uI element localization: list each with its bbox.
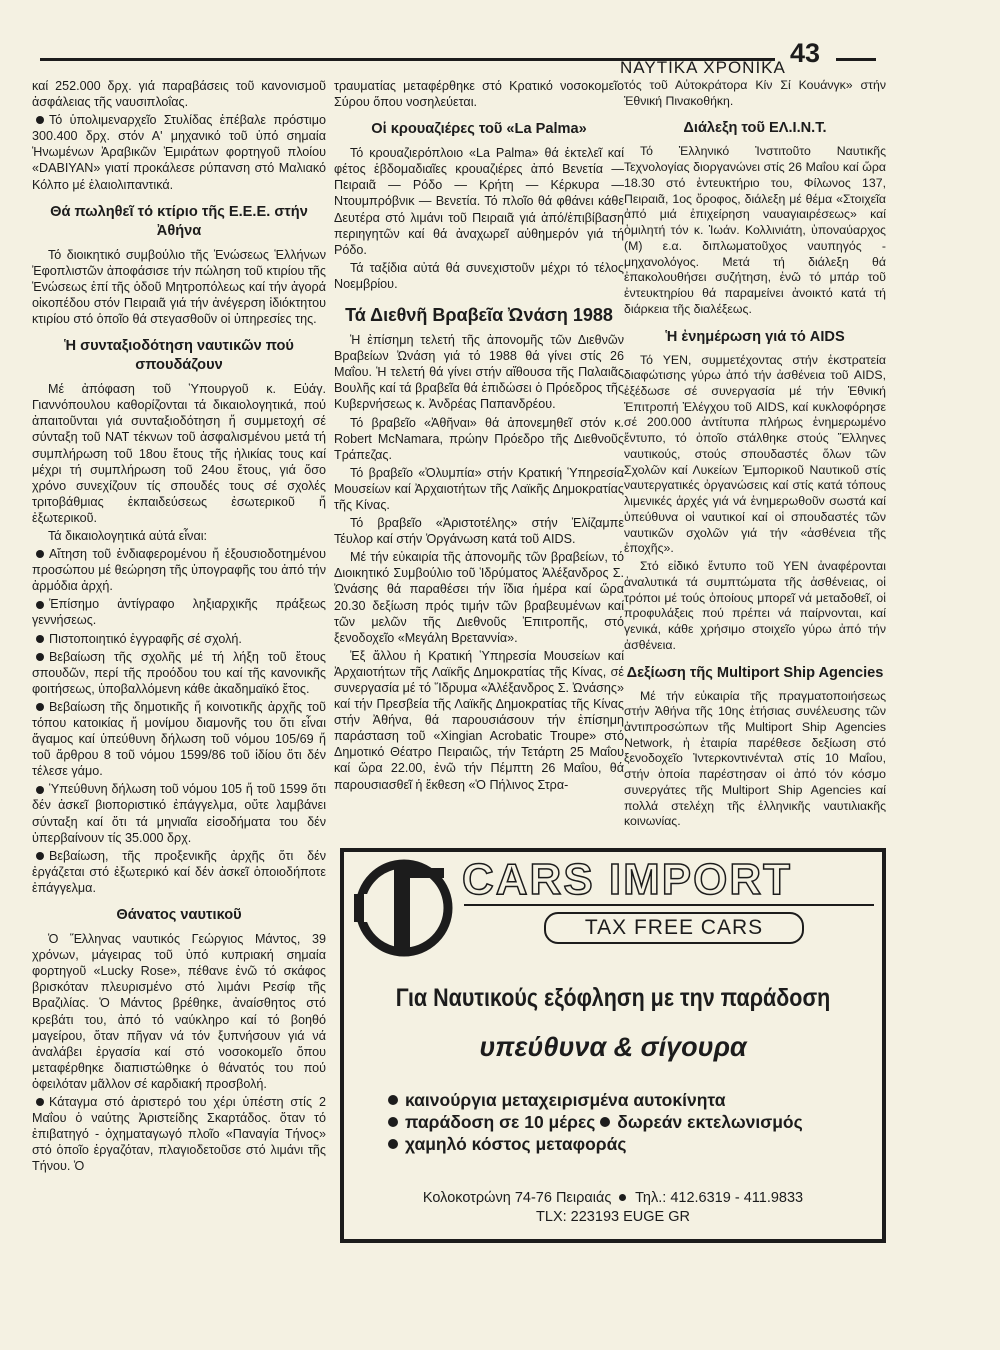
list-item	[32, 546, 326, 594]
list-item-text: Ὑπεύθυνη δήλωση τοῦ νόμου 105 ἤ τοῦ 1599 ὅτι δέν ἀσκεῖ βιοποριστικό ἐπάγγελμα, οὔτε λαμβάνει σύνταξη καί ὅτι τά μηνιαῖα εἰσοδήματα του δέν ὑπερβαίνουν τίς 35.000 δρχ.	[32, 782, 326, 845]
ad-slogan: υπεύθυνα & σίγουρα	[479, 1032, 747, 1062]
paragraph: Τό βραβεῖο «Ἀριστοτέλης» στήν Ἐλίζαμπε Τέυλορ καί στήν Ὀργάνωση κατά τοῦ AIDS.	[334, 516, 624, 547]
paragraph: Τό διοικητικό συμβούλιο τῆς Ἑνώσεως Ἑλλήνων Ἐφοπλιστῶν ἀποφάσισε τήν πώληση τοῦ κτιρίου τῆς Ἑνώσεως ἐπί τῆς ὁδοῦ Μητροπόλεως καί τήν ἀγορά οἰκοπέδου στόν Πειραιᾶ γιά τήν ἀνέγερση ἰδιόκτητου κτιρίου στό ὁποῖο θά στεγασθοῦν οἱ ὑπηρεσίες της.	[32, 247, 326, 327]
paragraph-text: Τό ὑπολιμεναρχεῖο Στυλίδας ἐπέβαλε πρόστιμο 300.400 δρχ. στόν Α' μηχανικό τοῦ ὑπό σημαία Ἡνωμένων Ἀραβικῶν Ἐμιράτων φορτηγοῦ πλοίου «DABIYAN» γιατί προκάλεσε ρύπανση στό Μαλιακό Κόλπο μέ ἐλαιολιπαντικά.	[32, 113, 326, 192]
ad-feature-text: δωρεάν εκτελωνισμός	[617, 1112, 803, 1132]
article-title: Δεξίωση τῆς Multiport Ship Agencies	[626, 664, 884, 681]
ad-telex: TLX: 223193 EUGE GR	[536, 1209, 690, 1225]
paragraph: Ἡ ἐπίσημη τελετή τῆς ἀπονομῆς τῶν Διεθνῶν Βραβείων Ὠνάση γιά τό 1988 θά γίνει στίς 26 Μαΐου. Ἡ τελετή θά γίνει στήν αἴθουσα τῆς Παλαιᾶς Βουλῆς καί τά βραβεῖα θά ἐπιδώσει ὁ Πρόεδρος τῆς Κυβερνήσεως κ. Ἀνδρέας Παπανδρέου.	[334, 333, 624, 412]
article-title-large: Τά Διεθνῆ Βραβεῖα Ὠνάση 1988	[345, 305, 613, 326]
bullet-icon	[36, 601, 44, 609]
page-number: 43	[790, 38, 821, 68]
paragraph: Ὁ Ἕλληνας ναυτικός Γεώργιος Μάντος, 39 χρόνων, μάγειρας τοῦ ὑπό κυπριακή σημαία φορτηγοῦ «Lucky Rose», πέθανε ἐνῶ τό σκάφος βρισκόταν πλευρισμένο στό λιμάνι Ρεσίφ τῆς Βραζιλίας. Ὁ Μάντος βρέθηκε, ἀναίσθητος στό κρεβάτι του, ἀπό τό ναύκληρο καί τό βοηθό μαγείρου, ὅταν πῆγαν νά τόν ξυπνήσουν γιά νά ἀναλάβει ἐργασία καί στό νοσοκομεῖο ὅπου μεταφέρθηκε διαπιστώθηκε ὁ θάνατός του πού ὀφειλόταν μᾶλλον σέ καρδιακή προσβολή.	[32, 932, 326, 1091]
ad-brand-underline	[464, 904, 874, 906]
list-item	[32, 848, 326, 896]
paragraph: Τό βραβεῖο «Ὀλυμπία» στήν Κρατική Ὑπηρεσία Μουσείων καί Ἀρχαιοτήτων τῆς Λαϊκῆς Δημοκρατίας τῆς Κίνας.	[334, 465, 624, 512]
bullet-icon	[388, 1117, 398, 1127]
bullet-icon	[36, 116, 44, 124]
paragraph: Ἐξ ἄλλου ἡ Κρατική Ὑπηρεσία Μουσείων καί Ἀρχαιοτήτων τῆς Λαϊκῆς Δημοκρατίας τῆς Κίνας, σέ συνεργασία μέ τό Ἵδρυμα «Ἀλέξανδρος Σ. Ὠνάσης» καί τήν Πρεσβεία τῆς Λαϊκῆς Δημοκρατίας τῆς Κίνας στήν Ἀθήνα, θά παρουσιάσουν τήν ἐπίσημη παράσταση τοῦ «Xingian Acrobatic Troupe» στό Δημοτικό Θέατρο Πειραιῶς, τήν Τετάρτη 25 Μαΐου καί ὥρα 22.00, ἐνῶ τήν Πέμπτη 26 Μαΐου, θά παρουσιασθεῖ ἡ ἔκθεση «Ὁ Πήλινος Στρα-	[334, 648, 624, 792]
column-2	[334, 78, 624, 795]
bullet-icon	[36, 550, 44, 558]
ad-phone: Τηλ.: 412.6319 - 411.9833	[635, 1190, 804, 1206]
ad-feature-item	[388, 1089, 858, 1111]
paragraph: Μέ τήν εὐκαιρία τῆς ἀπονομῆς τῶν βραβείων, τό Διοικητικό Συμβούλιο τοῦ Ἱδρύματος Ἀλέξανδρος Σ. Ὠνάσης θά παραθέσει τήν ἴδια ἡμέρα καί ὥρα 20.30 δεξίωση πρός τιμήν τῶν βραβευμένων καί τῶν μελῶν τῆς Διεθνοῦς Ἐπιτροπῆς, στό ξενοδοχεῖο «Μεγάλη Βρεταννία».	[334, 550, 624, 645]
ad-feature-item	[388, 1111, 858, 1133]
list-item	[32, 649, 326, 697]
paragraph: Τά δικαιολογητικά αὐτά εἶναι:	[48, 528, 208, 543]
paragraph: Μέ ἀπόφαση τοῦ Ὑπουργοῦ κ. Εὐάγ. Γιαννόπουλου καθορίζονται τά δικαιολογητικά, πού ἀπαιτοῦνται γιά συνταξιοδότηση ἤ συμμετοχή σέ σύνταξη τοῦ ΝΑΤ τέκνων τοῦ ἀσφαλισμένου μετά τή συμπλήρωση τοῦ 18ου ἔτους τῆς ἡλικίας τους καί μέχρι τή συμπλήρωση τοῦ 24ου ἔτους, γιά ὅσο χρόνο συνεχίζουν τίς σπουδές τους σέ σχολές τριτοβάθμιας ἐκπαιδεύσεως ἐσωτερικοῦ ἤ ἐξωτερικοῦ.	[32, 382, 326, 525]
paragraph: Τό Ἑλληνικό Ἰνστιτοῦτο Ναυτικῆς Τεχνολογίας διοργανώνει στίς 26 Μαΐου καί ὥρα 18.30 στό ἐντευκτήριο του, Φίλωνος 137, Πειραιᾶ, 1ος ὄροφος, διάλεξη μέ θέμα «Στοιχεῖα ἀπό μιά ἐπιχείρηση ναυαγιαιρέσεως» καί ὁμιλητή τόν κ. Ἰωάν. Κολλινιάτη, ὑποναύαρχος (Μ) ε.α. διπλωματοῦχος ναυπηγός - μηχανολόγος. Μετά τή διάλεξη θά ἐπακολουθήσει συζήτηση, ἐνῶ τό μπάρ τοῦ ἐντευκτηρίου θά παραμείνει ἀνοικτό κατά τή διάρκεια τῆς διαλέξεως.	[624, 144, 886, 316]
list-item	[32, 699, 326, 779]
bullet-icon	[36, 635, 44, 643]
ad-brand: CARS IMPORT	[462, 855, 792, 904]
list-item-text: Ἐπίσημο ἀντίγραφο ληξιαρχικῆς πράξεως γεννήσεως.	[32, 597, 326, 628]
list-item-text: Βεβαίωση τῆς δημοτικῆς ἤ κοινοτικῆς ἀρχῆς τοῦ τόπου κατοικίας ἤ μονίμου διαμονῆς του ὅτι εἶναι ἄγαμος καί ὑπεύθυνη δήλωση τοῦ νόμου 105/69 ἤ τοῦ ἄρθρου 8 τοῦ νόμου 1599/86 τοῦ ἰδίου ὅτι δέν τέλεσε γάμο.	[32, 699, 326, 779]
ad-headline: Για Ναυτικούς εξόφληση με την παράδοση	[395, 984, 831, 1012]
list-item-text: Πιστοποιητικό ἐγγραφῆς σέ σχολή.	[49, 631, 242, 646]
paragraph-text: Κάταγμα στό ἀριστερό του χέρι ὑπέστη στίς 2 Μαΐου ὁ ναύτης Ἀριστείδης Σκαρτάδος. ὅταν τό ἐπιβατηγό - ὀχηματαγωγό πλοῖο «Παναγία Τήνος» στό ὁποῖο ἐργαζόταν, πλαγιοδετοῦσε στό λιμάνι τῆς Τήνου. Ὁ	[32, 1094, 326, 1174]
ad-tagline: TAX FREE CARS	[544, 912, 804, 944]
bullet-paragraph	[32, 112, 326, 192]
paragraph: Τό ΥΕΝ, συμμετέχοντας στήν ἐκστρατεία διαφώτισης γύρω ἀπό τήν ἀσθένεια τοῦ AIDS, ἐξέδωσε σέ συνεργασία μέ τήν Ἐθνική Ἐπιτροπή Ἐλέγχου τοῦ AIDS, καί κυκλοφόρησε σέ 200.000 ἀντίτυπα πλήρως ἐνημερωμένο ἔντυπο, τό ὁποῖο στάλθηκε στούς Ἕλληνες ναυτικούς, στούς σπουδαστές ὅλων τῶν Σχολῶν καί Λυκείων Ἐμπορικοῦ Ναυτικοῦ στίς ναυτεργατικές ὀργανώσεις καί στίς κατά τόπους λιμενικές ἀρχές γιά νά ἐνημερωθοῦν σωστά καί ὑπεύθυνα οἱ ναυτικοί καί οἱ σπουδαστές τῶν ναυτικῶν σχολῶν γιά τήν «ἀσθένεια τῆς ἐποχῆς».	[624, 352, 886, 556]
bullet-icon	[36, 653, 44, 661]
ad-contact	[344, 1189, 882, 1227]
bullet-icon	[388, 1139, 398, 1149]
header-rule	[836, 58, 876, 61]
paragraph: Τό βραβεῖο «Ἀθῆναι» θά ἀπονεμηθεῖ στόν κ. Robert McNamara, πρώην Πρόεδρο τῆς Διεθνοῦς Τράπεζας.	[334, 415, 624, 462]
article-title: Οἱ κρουαζιέρες τοῦ «La Palma»	[371, 121, 587, 138]
bullet-paragraph	[32, 1094, 326, 1174]
article-title: Διάλεξη τοῦ ΕΛ.Ι.Ν.Τ.	[683, 120, 827, 137]
ad-feature-list	[388, 1089, 858, 1155]
article-title: Θά πωληθεῖ τό κτίριο τῆς Ε.Ε.Ε. στήν Ἀθήνα	[50, 203, 308, 239]
paragraph: τός τοῦ Αὐτοκράτορα Κίν Σί Κουάνγκ» στήν Ἐθνική Πινακοθήκη.	[624, 78, 886, 108]
ad-feature-text: καινούργια μεταχειρισμένα αυτοκίνητα	[405, 1090, 726, 1110]
article-title: Ἡ ἐνημέρωση γιά τό AIDS	[665, 328, 845, 345]
list-item	[32, 781, 326, 845]
article-title: Θάνατος ναυτικοῦ	[116, 907, 242, 924]
bullet-icon	[619, 1194, 626, 1201]
paragraph: Τά ταξίδια αὐτά θά συνεχιστοῦν μέχρι τό τέλος Νοεμβρίου.	[334, 260, 624, 291]
ad-feature-text: χαμηλό κόστος μεταφοράς	[405, 1134, 627, 1154]
list-item-text: Αἴτηση τοῦ ἐνδιαφερομένου ἤ ἐξουσιοδοτημένου προσώπου μέ θεώρηση τῆς ὑπογραφῆς του ἀπό τήν ἁρμόδια ἀρχή.	[32, 547, 326, 594]
column-1	[32, 78, 326, 1176]
ad-address: Κολοκοτρώνη 74-76 Πειραιάς	[422, 1190, 612, 1206]
magazine-title: ΝΑΥΤΙΚΑ ΧΡΟΝΙΚΑ	[620, 58, 786, 77]
ad-feature-item	[388, 1133, 858, 1155]
column-3	[624, 78, 886, 832]
list-item-text: Βεβαίωση, τῆς προξενικῆς ἀρχῆς ὅτι δέν ἐργάζεται στό ἐξωτερικό καί δέν ἀσκεῖ ὁποιοδήποτε ἐπάγγελμα.	[32, 848, 326, 895]
paragraph: Μέ τήν εὐκαιρία τῆς πραγματοποιήσεως στήν Ἀθήνα τῆς 10ης ἐτήσιας συνέλευσης τῶν ἀντιπροσώπων τῆς Multiport Ship Agencies Network, ἡ ἐταιρία παρέθεσε δεξίωση στό ξενοδοχεῖο Ἰντερκοντινένταλ στίς 10 Μαΐου, στήν ὁποία παρέστησαν οἱ ἀπό τόν κόσμο συνεργάτες τῆς Multiport Ship Agencies καί πολλά στελέχη τῆς ἑλληνικῆς ναυτιλιακῆς κοινωνίας.	[624, 688, 886, 829]
paragraph: Στό εἰδικό ἔντυπο τοῦ ΥΕΝ ἀναφέρονται ἀναλυτικά τά συμπτώματα τῆς ἀσθένειας, οἱ τρόποι μέ τούς ὁποίους μπορεῖ νά μεταδοθεῖ, οἱ προφυλάξεις πού πρέπει νά παίρνονται, καί γενικά, κάθε χρήσιμο στοιχεῖο γύρω ἀπό τήν ἀσθένεια.	[624, 559, 886, 652]
ad-address-line	[344, 1189, 882, 1208]
list-item	[32, 596, 326, 628]
list-item-text: Βεβαίωση τῆς σχολῆς μέ τή λήξη τοῦ ἔτους σπουδῶν, περί τῆς προόδου του καί τῆς κανονικῆς φοιτήσεως, ὑποβαλλόμενη κάθε ἀκαδημαϊκό ἔτος.	[32, 649, 326, 696]
paragraph: Τό κρουαζιερόπλοιο «La Palma» θά ἐκτελεῖ καί φέτος ἑβδομαδιαῖες κρουαζιέρες ἀπό Βενετία — Πειραιᾶ — Ρόδο — Κρήτη — Κέρκυρα — Ντουμπρόβνικ — Βενετία. Τό πλοῖο θά φθάνει κάθε Δευτέρα στό λιμάνι τοῦ Πειραιᾶ γιά ἀπό/ἐπιβίβαση περιηγητῶν καί θά ἀναχωρεῖ αὐθημερόν γιά τή Ρόδο.	[334, 146, 624, 257]
cars-import-logo-icon	[354, 858, 454, 958]
article-title: Ἡ συνταξιοδότηση ναυτικῶν πού σπουδάζουν	[64, 338, 294, 374]
bullet-icon	[36, 786, 44, 794]
bullet-icon	[600, 1117, 610, 1127]
bullet-icon	[36, 852, 44, 860]
bullet-icon	[36, 1098, 44, 1106]
ad-feature-text: παράδοση σε 10 μέρες	[405, 1112, 596, 1132]
bullet-icon	[36, 703, 44, 711]
cars-import-advertisement	[340, 848, 886, 1243]
paragraph: τραυματίας μεταφέρθηκε στό Κρατικό νοσοκομεῖο Σύρου ὅπου νοσηλεύεται.	[334, 79, 624, 110]
bullet-icon	[388, 1095, 398, 1105]
list-item	[32, 631, 326, 647]
paragraph: καί 252.000 δρχ. γιά παραβάσεις τοῦ κανονισμοῦ ἀσφάλειας τῆς ναυσιπλοΐας.	[32, 79, 326, 110]
